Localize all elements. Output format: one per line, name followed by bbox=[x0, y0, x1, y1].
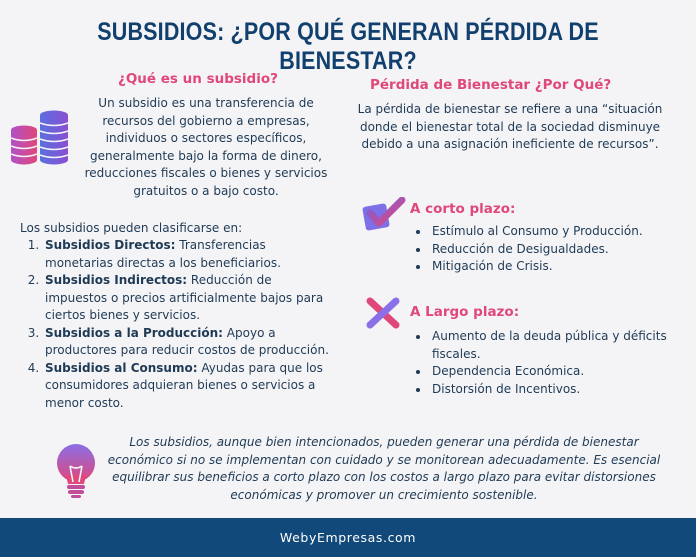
long-term-list bbox=[412, 328, 696, 398]
subsidy-heading: ¿Qué es un subsidio? bbox=[118, 71, 278, 87]
list-item: 2. Subsidios Indirectos: Reducción de impuestos o precios artificialmente bajos para ciertos bienes y servicios. bbox=[43, 272, 335, 325]
list-item: 3. Subsidios a la Producción: Apoyo a productores para reducir costos de producción. bbox=[43, 325, 335, 360]
list-item: 4. Subsidios al Consumo: Ayudas para que los consumidores adquieran bienes o servicios a menor costo. bbox=[43, 360, 335, 413]
footer-bar bbox=[0, 518, 696, 557]
subsidy-types-list bbox=[25, 237, 335, 412]
list-item: • Reducción de Desigualdades. bbox=[430, 241, 690, 259]
list-item: 1. Subsidios Directos: Transferencias monetarias directas a los beneficiarios. bbox=[43, 237, 335, 272]
list-item: • Dependencia Económica. bbox=[430, 363, 696, 381]
cross-icon bbox=[366, 297, 400, 333]
footer-site-link[interactable]: WebyEmpresas.com bbox=[279, 530, 417, 545]
coins-icon bbox=[8, 108, 72, 170]
long-term-heading: A Largo plazo: bbox=[410, 304, 520, 320]
page-title: SUBSIDIOS: ¿POR QUÉ GENERAN PÉRDIDA DE BIENESTAR? bbox=[97, 18, 599, 75]
welfare-loss-definition: La pérdida de bienestar se refiere a una “situación donde el bienestar total de la sociedad disminuye debido a una asignación ineficiente de recursos”. bbox=[357, 102, 663, 151]
lightbulb-icon bbox=[54, 442, 98, 504]
subsidy-definition: Un subsidio es una transferencia de recursos del gobierno a empresas, individuos o sectores específicos, generalmente bajo la forma de dinero, reducciones fiscales o bienes y servicios gratuitos o a bajo costo. bbox=[84, 96, 328, 198]
checkmark-icon bbox=[362, 197, 406, 235]
welfare-loss-heading: Pérdida de Bienestar ¿Por Qué? bbox=[370, 77, 612, 93]
types-intro: Los subsidios pueden clasificarse en: bbox=[20, 221, 243, 235]
conclusion-text: Los subsidios, aunque bien intencionados, pueden generar una pérdida de bienestar económico si no se implementan con cuidado y se monitorean adecuadamente. Es esencial equilibrar sus beneficios a corto plazo con los costos a largo plazo para evitar distorsiones económicas y promover un crecimiento sostenible. bbox=[107, 435, 661, 502]
list-item: • Estímulo al Consumo y Producción. bbox=[430, 223, 690, 241]
list-item: • Distorsión de Incentivos. bbox=[430, 381, 696, 399]
short-term-list bbox=[412, 223, 690, 276]
list-item: • Aumento de la deuda pública y déficits fiscales. bbox=[430, 328, 696, 363]
short-term-heading: A corto plazo: bbox=[410, 201, 516, 217]
list-item: • Mitigación de Crisis. bbox=[430, 258, 690, 276]
